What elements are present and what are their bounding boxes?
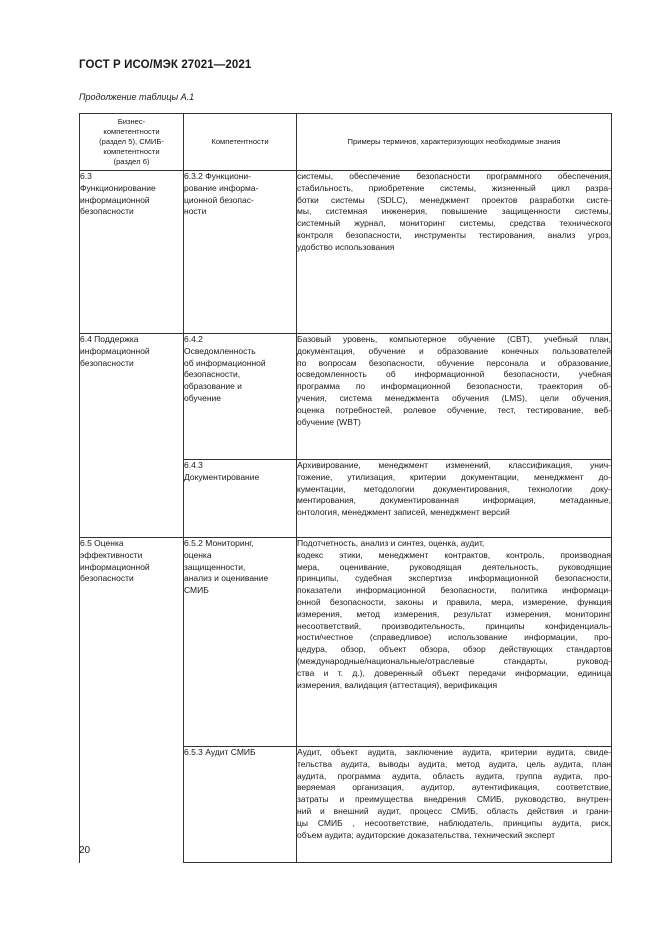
examples-cell: Аудит, объект аудита, заключение аудита, критерии аудита, свиде- тельства аудита, выводы аудита, метод аудита, цель аудита, план аудита, программа аудита, область аудита, группа аудита, про- веряемая организация, аудитор, аутентификация, соответствие, затраты и преимущества внедрения СМИБ, руководство, внутрен- ний и внешний аудит, процесс СМИБ, область действия и грани- цы СМИБ , несоответствие, наблюдатель, принципы аудита, риск, объем аудита; аудиторские доказательства, технический эксперт	[297, 747, 612, 863]
table-header-row	[80, 114, 612, 171]
table-row	[80, 334, 612, 460]
business-competence-cell: 6.3 Функционирование информационной безопасности	[80, 171, 184, 334]
examples-cell: системы, обеспечение безопасности программного обеспечения, стабильность, приобретение системы, жизненный цикл разра- ботки системы (SDLC), менеджмент проектов разработки систе- мы, системная инженерия, повышение защищенности системы, системный журнал, мониторинг системы, средства технического контроля безопасности, инструменты тестирования, анализ угроз, удобство использования	[297, 171, 612, 334]
competence-cell: 6.3.2 Функциони- рование информа- ционной безопас- ности	[184, 171, 297, 334]
competence-table	[79, 113, 612, 863]
standard-title: ГОСТ Р ИСО/МЭК 27021—2021	[79, 59, 252, 71]
header-examples: Примеры терминов, характеризующих необходимые знания	[297, 114, 612, 171]
header-competence: Компетентности	[184, 114, 297, 171]
examples-cell: Базовый уровень, компьютерное обучение (CBT), учебный план, документация, обучение и образование конечных пользователей по вопросам безопасности, обучение персонала и образование, осведомленность об информационной безопасности, учебная программа по информационной безопасности, траектория об- учения, система менеджмента обучения (LMS), цели обучения, оценка потребностей, ролевое обучение, тест, тестирование, веб- обучение (WBT)	[297, 334, 612, 460]
competence-cell: 6.5.2 Мониторинг, оценка защищенности, анализ и оценивание СМИБ	[184, 538, 297, 747]
business-competence-cell: 6.4 Поддержка информационной безопасности	[80, 334, 184, 538]
page-number: 20	[79, 845, 91, 856]
table-caption: Продолжение таблицы А.1	[79, 92, 195, 102]
table-row	[80, 171, 612, 334]
competence-cell: 6.4.2 Осведомленность об информационной безопасности, образование и обучение	[184, 334, 297, 460]
business-competence-cell: 6.5 Оценка эффективности информационной безопасности	[80, 538, 184, 863]
header-business-competence: Бизнес- компетентности (раздел 5), СМИБ- компетентности (раздел 6)	[80, 114, 184, 171]
examples-cell: Подотчетность, анализ и синтез, оценка, аудит, кодекс этики, менеджмент контрактов, контроль, производная мера, оценивание, руководящая деятельность, руководящие принципы, судебная экспертиза информационной безопасности, показатели информационной безопасности, политика информаци- онной безопасности, законы и правила, мера, измерение, функция измерения, метод измерения, результат измерения, мониторинг несоответствий, производительность, принципы конфиденциаль- ности/честное (справедливое) использование информации, про- цедура, обзор, объект обзора, обзор действующих стандартов (международные/национальные/отраслевые стандарты, руковод- ства и т. д.), доверенный объект передачи информации, единица измерения, валидация (аттестация), верификация	[297, 538, 612, 747]
competence-cell: 6.5.3 Аудит СМИБ	[184, 747, 297, 863]
examples-cell: Архивирование, менеджмент изменений, классификация, унич- тожение, утилизация, критерии документации, менеджмент до- кументации, методологии документирования, технологии доку- ментирования, документированная информация, метаданные, онтология, менеджмент записей, менеджмент версий	[297, 460, 612, 538]
table-row	[80, 538, 612, 747]
competence-cell: 6.4.3 Документирование	[184, 460, 297, 538]
